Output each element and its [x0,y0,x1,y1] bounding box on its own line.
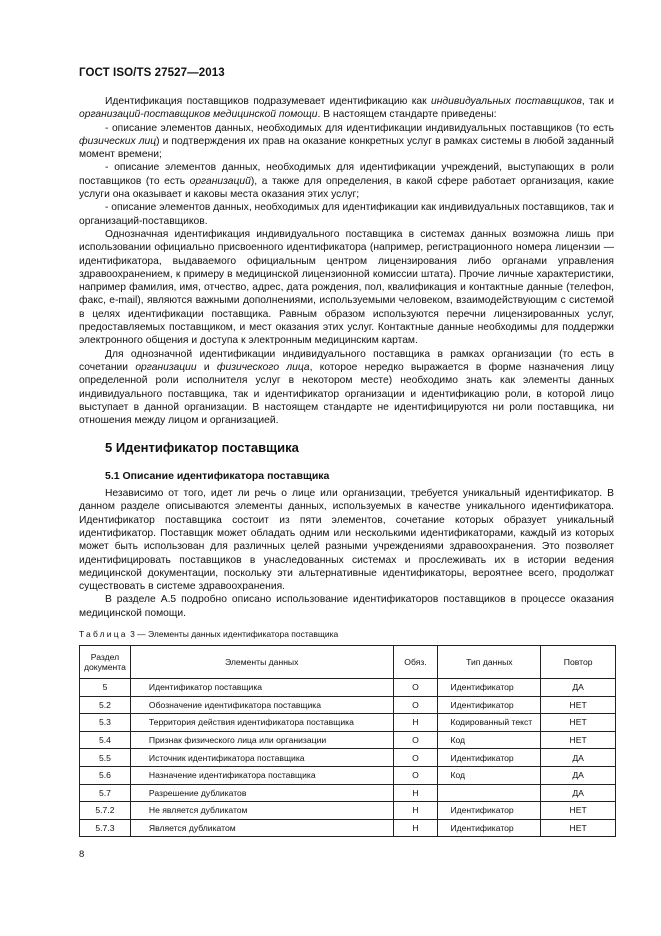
section-5-heading: 5 Идентификатор поставщика [105,440,299,456]
cell-repeat: ДА [541,766,616,784]
cell-element: Является дубликатом [130,819,393,837]
cell-type: Код [438,766,541,784]
cell-repeat: НЕТ [541,731,616,749]
cell-mandatory: О [393,749,438,767]
cell-repeat: ДА [541,679,616,697]
bullet-both: - описание элементов данных, необходимых для идентификации как индивидуальных поставщиков, так и организаций-поставщиков. [79,202,614,227]
cell-section: 5.5 [80,749,131,767]
cell-element: Обозначение идентификатора поставщика [130,696,393,714]
cell-type: Идентификатор [438,696,541,714]
table-row [80,714,616,732]
table-row [80,784,616,802]
cell-section: 5.7 [80,784,131,802]
cell-repeat: НЕТ [541,696,616,714]
cell-repeat: НЕТ [541,819,616,837]
cell-mandatory: Н [393,802,438,820]
cell-element: Назначение идентификатора поставщика [130,766,393,784]
unique-identification-paragraph: Однозначная идентификация индивидуального поставщика в системах данных возможна лишь при использовании официально присвоенного идентификатора (например, регистрационного номера лицензии — идентификатора, выдаваемого официальным центром лицензирования либо органами управления здравоохранением, к примеру в медицинской лицензионной комиссии штата). Прочие личные характеристики, например фамилия, имя, отчество, адрес, дата рождения, пол, квалификация и контактные данные (телефон, факс, e-mail), являются важными дополнениями, используемыми человеком, взаимодействующим с системой в целях идентификации поставщика. Равным образом используются перечни лицензированных услуг, предоставляемых поставщиком, и мест оказания этих услуг. Контактные данные необходимы для поддержки электронного общения и доступа к электронным медицинским картам. [79,228,614,347]
table-row [80,819,616,837]
cell-type: Идентификатор [438,679,541,697]
cell-type: Идентификатор [438,749,541,767]
cell-mandatory: О [393,731,438,749]
document-code-header: ГОСТ ISO/TS 27527—2013 [79,67,225,79]
cell-repeat: ДА [541,749,616,767]
subsection-5-1-heading: 5.1 Описание идентификатора поставщика [105,469,330,482]
cell-mandatory: О [393,766,438,784]
document-body [79,95,614,620]
header-mandatory: Обяз. [393,646,438,679]
cell-section: 5.6 [80,766,131,784]
intro-paragraph: Идентификация поставщиков подразумевает идентификацию как индивидуальных поставщиков, так и организаций-поставщиков медицинской помощи. В настоящем стандарте приведены: [79,96,615,121]
cell-mandatory: Н [393,819,438,837]
table-header-row [80,646,616,679]
cell-repeat: НЕТ [541,802,616,820]
cell-mandatory: О [393,696,438,714]
cell-section: 5 [80,679,131,697]
bullet-individual: - описание элементов данных, необходимых для идентификации индивидуальных поставщиков (то есть физических лиц) и подтверждения их прав на оказание конкретных услуг в рамках системы в любой заданный момент времени; [79,122,615,161]
header-data-type: Тип данных [438,646,541,679]
table-row [80,766,616,784]
header-repeat: Повтор [541,646,616,679]
cell-section: 5.7.2 [80,802,131,820]
table-row [80,749,616,767]
table-row [80,731,616,749]
table-row [80,679,616,697]
data-elements-table [79,645,616,837]
cell-repeat: ДА [541,784,616,802]
section-5-reference-paragraph: В разделе А.5 подробно описано использование идентификаторов поставщиков в процессе оказания медицинской помощи. [79,594,614,619]
header-section: Раздел документа [80,646,131,679]
bullet-organization: - описание элементов данных, необходимых для идентификации учреждений, выступающих в роли поставщиков (то есть организаций), а также для определения, в какой сфере работает организация, какие услуги она оказывает и каковы места оказания этих услуг; [79,162,614,201]
organization-identification-paragraph: Для однозначной идентификации индивидуального поставщика в рамках организации (то есть в сочетании организации и физического лица, которое нередко выражается в форме назначения лицу определенной роли исполнителя услуг в некотором месте) необходимо знать как элементы данных индивидуального поставщика, так и идентификатор организации и идентификацию роли, в которой лицо выступает в данной организации. В настоящем стандарте не идентифицируются ни роли поставщика, ни отношения между лицом и организацией. [79,348,614,427]
cell-type: Код [438,731,541,749]
cell-section: 5.4 [80,731,131,749]
cell-mandatory: Н [393,784,438,802]
cell-section: 5.7.3 [80,819,131,837]
cell-mandatory: Н [393,714,438,732]
table-row [80,802,616,820]
table-row [80,696,616,714]
cell-element: Источник идентификатора поставщика [130,749,393,767]
cell-element: Не является дубликатом [130,802,393,820]
cell-element: Территория действия идентификатора поставщика [130,714,393,732]
section-5-paragraph: Независимо от того, идет ли речь о лице или организации, требуется уникальный идентификатор. В данном разделе описываются элементы данных, используемых в качестве уникального идентификатора. Идентификатор поставщика состоит из пяти элементов, сочетание которых образует уникальный идентификатор. Поставщик может обладать одним или несколькими идентификаторами, каждый из которых может быть использован для различных целей разными учреждениями здравоохранения. Это позволяет идентифицировать поставщиков в унаследованных системах и прослеживать их в истории ведения медицинской документации, поскольку эти альтернативные идентификаторы, вероятнее всего, продолжат существовать в системе здравоохранения. [79,488,614,593]
cell-section: 5.3 [80,714,131,732]
cell-element: Признак физического лица или организации [130,731,393,749]
cell-element: Разрешение дубликатов [130,784,393,802]
header-elements: Элементы данных [130,646,393,679]
cell-type: Идентификатор [438,819,541,837]
cell-section: 5.2 [80,696,131,714]
page-number: 8 [79,849,85,860]
cell-type: Идентификатор [438,802,541,820]
cell-element: Идентификатор поставщика [130,679,393,697]
cell-repeat: НЕТ [541,714,616,732]
table-caption: Таблица 3 — Элементы данных идентификатора поставщика [79,629,339,639]
cell-mandatory: О [393,679,438,697]
cell-type: Кодированный текст [438,714,541,732]
cell-type [438,784,541,802]
